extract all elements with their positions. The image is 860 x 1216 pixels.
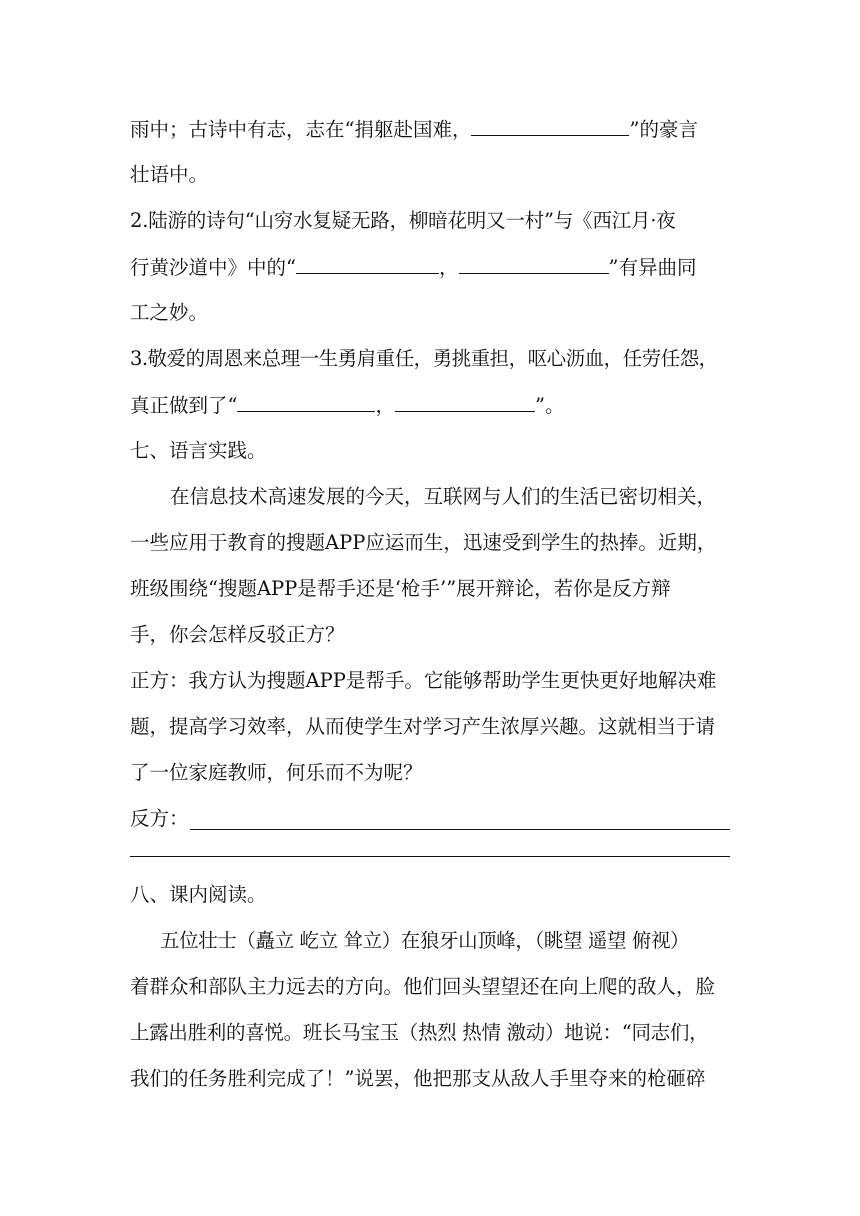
line-text: 行黄沙道中》中的“ [130,256,296,279]
reading-line: 上露出胜利的喜悦。班长马宝玉（热烈 热情 激动）地说：“同志们， [130,1021,709,1044]
line-text: 雨中；古诗中有志，志在“捐躯赴国难， [130,118,472,141]
line-text: ， [375,394,395,417]
text-line [130,393,730,418]
affirmative-line: 了一位家庭教师，何乐而不为呢？ [130,761,423,784]
section-heading-8: 八、课内阅读。 [130,883,267,906]
paragraph-line: 手，你会怎样反驳正方？ [130,623,345,646]
answer-line[interactable] [130,856,730,857]
affirmative-line: 题，提高学习效率，从而使学生对学习产生浓厚兴趣。这就相当于请 [130,715,716,738]
answer-line[interactable] [190,829,730,830]
text-line [130,117,730,142]
answer-blank[interactable] [395,393,535,412]
paragraph-line: 班级围绕“搜题APP是帮手还是‘枪手’”展开辩论，若你是反方辩 [130,577,671,600]
line-text: ”有异曲同 [608,256,697,279]
answer-blank[interactable] [471,117,629,136]
line-text: ”的豪言 [629,118,698,141]
reading-line: 五位壮士（矗立 屹立 耸立）在狼牙山顶峰，（眺望 遥望 俯视） [160,929,690,952]
question-2: 2.陆游的诗句“山穷水复疑无路，柳暗花明又一村”与《西江月·夜 [130,209,676,232]
answer-blank[interactable] [237,393,375,412]
affirmative-line: 正方：我方认为搜题APP是帮手。它能够帮助学生更快更好地解决难 [130,669,717,692]
text-line [130,255,730,280]
negative-label: 反方： [130,807,189,830]
line-text: 真正做到了“ [130,394,238,417]
paragraph-line: 一些应用于教育的搜题APP应运而生，迅速受到学生的热捧。近期， [130,531,717,554]
text-line: 工之妙。 [130,301,209,324]
paragraph-line: 在信息技术高速发展的今天，互联网与人们的生活已密切相关， [170,485,717,508]
question-3: 3.敬爱的周恩来总理一生勇肩重任，勇挑重担，呕心沥血，任劳任怨， [130,347,718,370]
section-heading-7: 七、语言实践。 [130,439,267,462]
answer-blank[interactable] [296,255,439,274]
reading-line: 我们的任务胜利完成了！”说罢，他把那支从敌人手里夺来的枪砸碎 [130,1067,706,1090]
answer-blank[interactable] [459,255,609,274]
text-line: 壮语中。 [130,163,209,186]
reading-line: 着群众和部队主力远去的方向。他们回头望望还在向上爬的敌人，脸 [130,975,716,998]
line-text: ， [438,256,459,279]
line-text: ”。 [535,394,565,417]
